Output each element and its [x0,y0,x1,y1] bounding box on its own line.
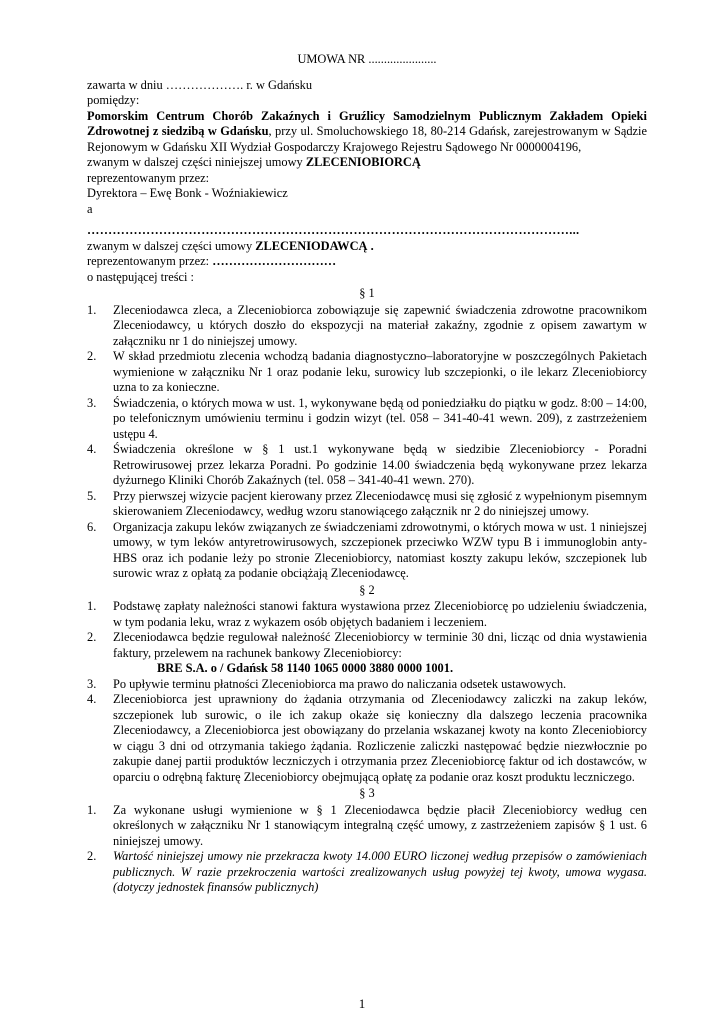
clause-item [87,849,647,896]
party1-description [87,109,647,156]
party2-role [87,239,647,255]
clause-text: Przy pierwszej wizycie pacjent kierowany przez Zleceniodawcę musi się zgłosić z wypełnionym pisemnym skierowaniem Zleceniodawcy, według wzoru stanowiącego załącznik nr 2 do niniejszej umowy. [113,488,647,518]
clause-number: 2. [87,630,97,644]
party2-role-name: ZLECENIODAWCĄ . [255,238,374,253]
clause-number: 5. [87,488,97,503]
section-mark: § 2 [359,582,375,597]
clause-number: 2. [87,349,97,363]
clause-text: Za wykonane usługi wymienione w § 1 Zleceniodawca będzie płacił Zleceniobiorcy według cen określonych w załączniku Nr 1 stanowiącym integralną część umowy, z zastrzeżeniem zapisów § 1 ust. 6 niniejszej umowy. [113,802,647,848]
party1-represented: reprezentowanym przez: [87,170,210,185]
clause-text: Zleceniodawca zleca, a Zleceniobiorca zobowiązuje się zapewnić świadczenia zdrowotne pracownikom Zleceniodawcy, u których doszło do ekspozycji na materiał zakaźny, zgodnie z opisem zawartym w załączniku nr 1 do niniejszej umowy. [113,302,647,348]
clause-item [87,599,647,630]
clause-number: 3. [87,395,97,410]
contract-title: UMOWA NR ...................... [297,52,437,66]
clause-text: W skład przedmiotu zlecenia wchodzą badania diagnostyczno–laboratoryjne w poszczególnych Pakietach wymienione w załączniku Nr 1 oraz podanie leku, surowicy lub szczepionki, o ile lekarz Zleceniobiorcy uzna to za konieczne. [113,349,647,394]
section-list [87,803,647,896]
clause-text: Podstawę zapłaty należności stanowi faktura wystawiona przez Zleceniobiorcę po udzieleniu świadczenia, w tym podania leku, wraz z wykazem osób objętych badaniem i leczeniem. [113,599,647,629]
clause-text: Świadczenia określone w § 1 ust.1 wykonywane będą w siedzibie Zleceniobiorcy - Poradni Retrowirusowej przez lekarza Poradni. Po godzinie 14.00 świadczenia będą wykonywane przez lekarza dyżurnego Kliniki Chorób Zakaźnych (tel. 058 – 341-40-41 wewn. 270). [113,442,647,487]
clause-number: 2. [87,849,97,863]
clause-text: Świadczenia, o których mowa w ust. 1, wykonywane będą od poniedziałku do piątku w godz. 8:00 – 14:00, po telefonicznym umówieniu terminu i godzin wizyt (tel. 058 – 341-40-41 wewn. 209), z zastrzeżeniem ustępu 4. [113,395,647,441]
clause-item [87,489,647,520]
clause-item [87,442,647,489]
contract-sections [87,286,647,896]
document-page [87,52,647,896]
clause-number: 1. [87,302,97,317]
party2-represented [87,254,647,270]
bank-account [87,661,647,677]
following-content: o następującej treści : [87,269,194,284]
clause-text: BRE S.A. o / Gdańsk 58 1140 1065 0000 3880 0000 1001. [157,661,454,675]
intro-between: pomiędzy: [87,93,140,107]
party2-role-prefix: zwanym w dalszej części umowy [87,238,256,253]
clause-item [87,677,647,693]
clause-number: 6. [87,519,97,534]
clause-text: Wartość niniejszej umowy nie przekracza kwoty 14.000 EURO liczonej według przepisów o zamówieniach publicznych. W razie przekroczenia wartości zrealizowanych usług powyżej tej kwoty, umowa wygasa.(dotyczy jednostek finansów publicznych) [113,849,647,894]
clause-item [87,349,647,396]
clause-item [87,630,647,661]
party2-represented-blank: ………………………… [212,254,337,268]
party1-details: , przy ul. Smoluchowskiego 18, 80-214 Gdańsk, zarejestrowanym w Sądzie Rejonowym w Gdańsku XII Wydział Gospodarczy Krajowego Rejestru Sądowego Nr 0000004196, [87,124,647,154]
and-conjunction: a [87,201,93,216]
page-number: 1 [358,996,366,1011]
party1-role [87,155,647,171]
clause-number: 4. [87,692,97,706]
section-mark: § 1 [359,286,375,300]
party1-role-name: ZLECENIOBIORCĄ [305,155,421,169]
clause-item [87,520,647,582]
intro-date-line: zawarta w dniu ………………. r. w Gdańsku [87,77,313,92]
clause-number: 1. [87,599,97,613]
clause-text: Zleceniobiorca jest uprawniony do żądania otrzymania od Zleceniodawcy zaliczki na zakup leków, szczepionek lub surowic, o ile ich zakup okaże się konieczny dla dalszego leczenia pracownika Zleceniodawcy, a Zleceniobiorca jest obowiązany do przelania wskazanej kwoty na konto Zleceniobiorcy w ciągu 3 dni od otrzymania takiego żądania. Rozliczenie zaliczki następować będzie niezwłocznie po zakupie danej partii produktów leczniczych i otrzymania przez Zleceniobiorcę faktur od ich dostawców, w oparciu o odrębną fakturę Zleceniobiorcy obejmującą opłatę za podanie oraz koszt produktu leczniczego. [113,692,647,784]
section-list [87,303,647,582]
section-mark: § 3 [359,786,375,800]
clause-item [87,396,647,443]
clause-item [87,303,647,350]
clause-number: 1. [87,802,97,817]
party1-name: Pomorskim Centrum Chorób Zakaźnych i Gruźlicy Samodzielnym Publicznym Zakładem Opieki Zdrowotnej z siedzibą w Gdańsku [87,108,647,138]
clause-text: Organizacja zakupu leków związanych ze świadczeniami zdrowotnymi, o których mowa w ust. 1 niniejszej umowy, w tym leków antyretrowirusowych, szczepionek przeciwko WZW typu B i immunoglobin anty-HBS oraz ich podanie leży po stronie Zleceniobiorcy, natomiast koszty zakupu leków, szczepionek lub surowic wraz z opłatą za podanie obciążają Zleceniodawcę. [113,519,647,580]
clause-text: Zleceniodawca będzie regulował należność Zleceniobiorcy w terminie 30 dni, licząc od dnia wystawienia faktury, przelewem na rachunek bankowy Zleceniobiorcy: [113,630,647,660]
party2-represented-label: reprezentowanym przez: [87,254,213,268]
clause-number: 3. [87,676,97,691]
party2-blank-line: ……………………………………………………………………………………………………... [87,223,580,237]
clause-item [87,692,647,785]
section-list [87,599,647,785]
clause-number: 4. [87,442,97,456]
clause-item [87,803,647,850]
party1-role-prefix: zwanym w dalszej części niniejszej umowy [87,155,306,169]
party1-director: Dyrektora – Ewę Bonk - Woźniakiewicz [87,186,288,200]
clause-text: Po upływie terminu płatności Zleceniobiorca ma prawo do naliczania odsetek ustawowych. [113,676,567,691]
